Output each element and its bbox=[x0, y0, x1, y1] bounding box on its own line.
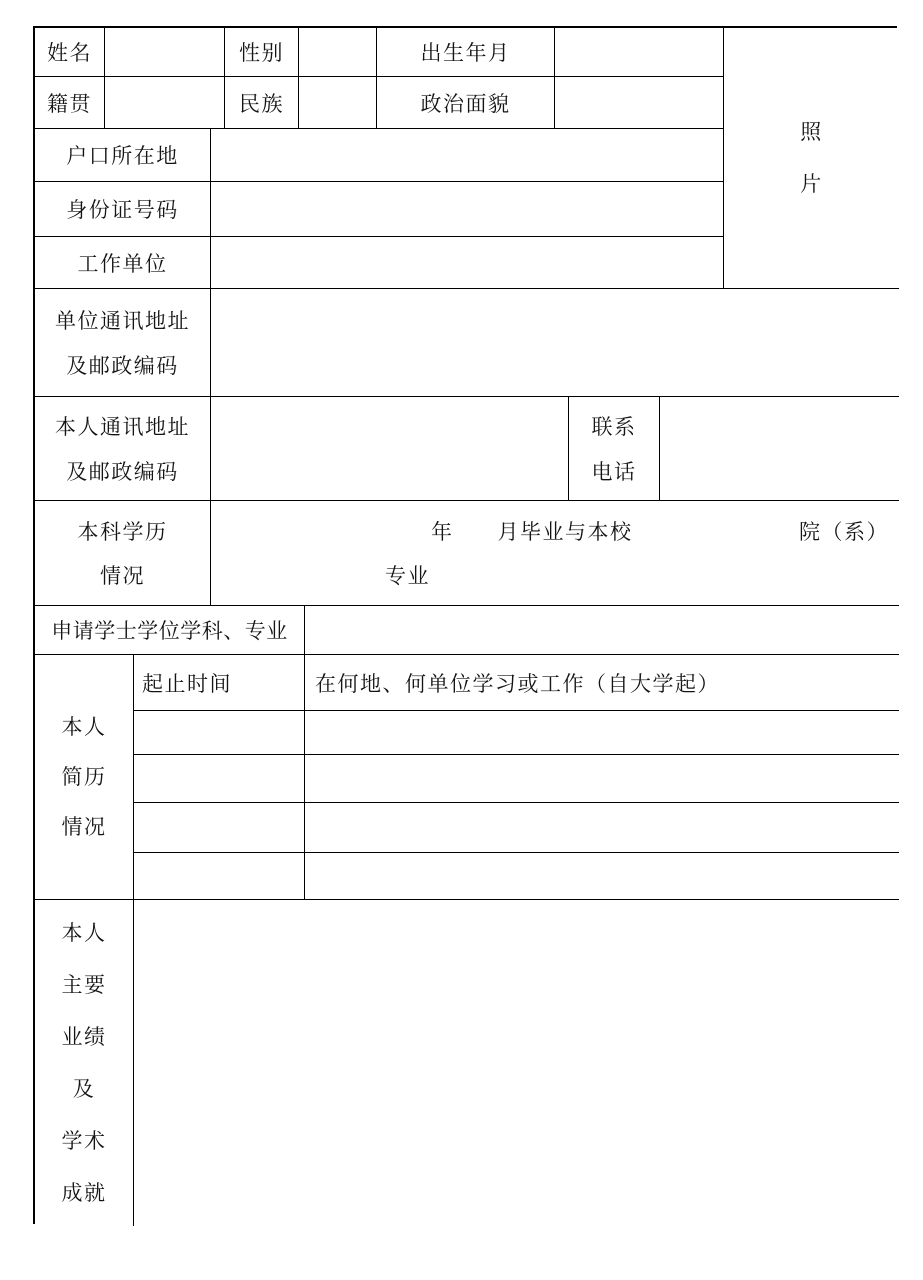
achievement-label-line4: 及 bbox=[72, 1077, 96, 1101]
unit-address-value-cell[interactable] bbox=[211, 289, 899, 397]
resume-period-header: 起止时间 bbox=[134, 655, 305, 711]
resume-detail-cell-3[interactable] bbox=[305, 803, 899, 853]
apply-degree-value-cell[interactable] bbox=[305, 606, 899, 655]
resume-period-cell-1[interactable] bbox=[134, 711, 305, 755]
resume-section-label bbox=[35, 655, 134, 900]
id-number-label: 身份证号码 bbox=[35, 182, 211, 237]
achievement-label-line5: 学术 bbox=[61, 1129, 107, 1153]
work-unit-label: 工作单位 bbox=[35, 237, 211, 289]
achievement-label-line2: 主要 bbox=[61, 973, 107, 997]
personal-address-label-line2: 及邮政编码 bbox=[66, 459, 179, 484]
native-place-value-cell[interactable] bbox=[105, 77, 225, 129]
personal-address-label bbox=[35, 397, 211, 501]
gender-value-cell[interactable] bbox=[299, 28, 377, 77]
unit-address-label-line1: 单位通讯地址 bbox=[55, 308, 190, 333]
resume-detail-cell-4[interactable] bbox=[305, 853, 899, 900]
personal-address-label-line1: 本人通讯地址 bbox=[55, 415, 190, 440]
photo-placeholder-cell[interactable] bbox=[724, 28, 899, 289]
achievement-value-cell[interactable] bbox=[134, 900, 899, 1226]
undergrad-education-label-line1: 本科学历 bbox=[77, 519, 168, 544]
undergrad-dept-text: 院（系） bbox=[799, 519, 889, 544]
undergrad-year-text: 年 bbox=[431, 519, 454, 544]
apply-degree-label: 申请学士学位学科、专业 bbox=[35, 606, 305, 655]
id-number-value-cell[interactable] bbox=[211, 182, 724, 237]
resume-detail-header: 在何地、何单位学习或工作（自大学起） bbox=[305, 655, 899, 711]
resume-period-cell-3[interactable] bbox=[134, 803, 305, 853]
birthdate-label: 出生年月 bbox=[377, 28, 555, 77]
degree-application-form-table bbox=[33, 26, 897, 1224]
gender-label: 性别 bbox=[225, 28, 299, 77]
photo-label-char2: 片 bbox=[800, 172, 823, 196]
household-label: 户口所在地 bbox=[35, 129, 211, 182]
native-place-label: 籍贯 bbox=[35, 77, 105, 129]
contact-phone-label bbox=[569, 397, 660, 501]
achievement-label-line1: 本人 bbox=[61, 921, 107, 945]
undergrad-line2 bbox=[211, 560, 899, 590]
achievement-label-line6: 成就 bbox=[61, 1181, 107, 1205]
undergrad-education-content-cell[interactable] bbox=[211, 501, 899, 606]
undergrad-education-label-line2: 情况 bbox=[100, 564, 145, 589]
undergrad-grad-text: 月毕业与本校 bbox=[497, 519, 633, 544]
household-value-cell[interactable] bbox=[211, 129, 724, 182]
contact-phone-value-cell[interactable] bbox=[660, 397, 899, 501]
unit-address-label bbox=[35, 289, 211, 397]
undergrad-major-text: 专业 bbox=[385, 564, 430, 589]
resume-period-cell-4[interactable] bbox=[134, 853, 305, 900]
contact-phone-label-line1: 联系 bbox=[591, 415, 637, 440]
resume-label-line2: 简历 bbox=[61, 765, 107, 789]
resume-period-cell-2[interactable] bbox=[134, 755, 305, 803]
birthdate-value-cell[interactable] bbox=[555, 28, 724, 77]
resume-detail-cell-1[interactable] bbox=[305, 711, 899, 755]
work-unit-value-cell[interactable] bbox=[211, 237, 724, 289]
resume-label-line1: 本人 bbox=[61, 715, 107, 739]
achievement-label-line3: 业绩 bbox=[61, 1025, 107, 1049]
political-status-value-cell[interactable] bbox=[555, 77, 724, 129]
undergrad-education-label bbox=[35, 501, 211, 606]
ethnicity-label: 民族 bbox=[225, 77, 299, 129]
resume-detail-cell-2[interactable] bbox=[305, 755, 899, 803]
personal-address-value-cell[interactable] bbox=[211, 397, 569, 501]
photo-label-char1: 照 bbox=[800, 120, 823, 144]
undergrad-line1 bbox=[211, 516, 899, 546]
political-status-label: 政治面貌 bbox=[377, 77, 555, 129]
name-value-cell[interactable] bbox=[105, 28, 225, 77]
unit-address-label-line2: 及邮政编码 bbox=[66, 354, 179, 379]
contact-phone-label-line2: 电话 bbox=[591, 459, 637, 484]
achievement-section-label bbox=[35, 900, 134, 1226]
resume-label-line3: 情况 bbox=[61, 815, 107, 839]
ethnicity-value-cell[interactable] bbox=[299, 77, 377, 129]
name-label: 姓名 bbox=[35, 28, 105, 77]
